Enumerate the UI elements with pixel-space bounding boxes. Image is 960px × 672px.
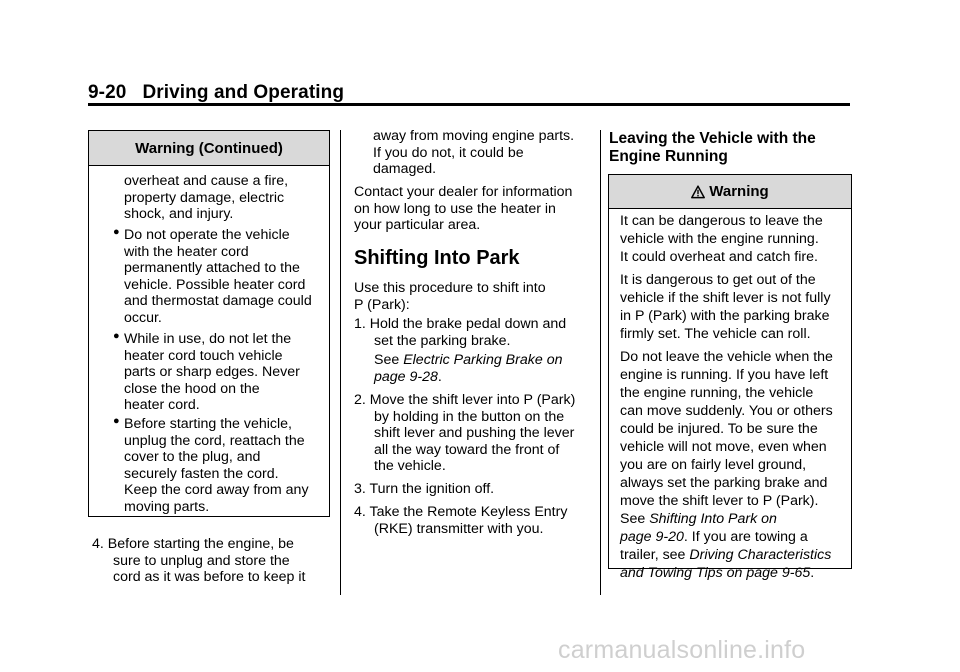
warning-line: firmly set. The vehicle can roll. xyxy=(620,326,811,342)
step-line: damaged. xyxy=(373,161,437,177)
warning-line: engine is running. If you have left xyxy=(620,367,829,383)
bullet-line: and thermostat damage could xyxy=(124,293,312,309)
warning-line: Do not leave the vehicle when the xyxy=(620,349,833,365)
watermark: carmanualsonline.info xyxy=(558,636,806,664)
bullet-icon: ● xyxy=(113,226,120,238)
bullet-icon: ● xyxy=(113,415,120,427)
see-reference xyxy=(374,352,562,369)
step-line: If you do not, it could be xyxy=(373,144,524,161)
section-heading: Shifting Into Park xyxy=(354,247,520,269)
punctuation: . xyxy=(437,368,442,385)
bullet-icon: ● xyxy=(113,330,120,342)
step-line: 4. Before starting the engine, be xyxy=(92,536,294,552)
warning-line: vehicle will not move, even when xyxy=(620,439,827,455)
see-reference xyxy=(620,565,814,582)
see-reference xyxy=(374,369,442,386)
step-line: cord as it was before to keep it xyxy=(113,569,306,585)
see-word: See xyxy=(620,511,650,527)
bullet-line: cover to the plug, and xyxy=(124,449,261,465)
page-number: 9-20 xyxy=(88,82,127,103)
see-word: See xyxy=(374,352,404,368)
see-reference xyxy=(620,547,831,564)
bullet-line: securely fasten the cord. xyxy=(124,465,279,482)
cross-reference-link[interactable]: Shifting Into Park on xyxy=(649,511,777,527)
cross-reference-link[interactable]: Electric Parking Brake on xyxy=(403,352,563,368)
header-rule xyxy=(88,103,850,106)
page-header xyxy=(88,82,344,104)
warning-header xyxy=(609,175,851,209)
bullet-line: Before starting the vehicle, xyxy=(124,416,292,432)
subsection-heading: Engine Running xyxy=(609,148,728,165)
bullet-line: unplug the cord, reattach the xyxy=(124,432,305,449)
punctuation: . xyxy=(810,565,815,581)
warning-triangle-icon xyxy=(691,185,705,199)
bullet-line: permanently attached to the xyxy=(124,260,300,276)
column-divider-right xyxy=(600,130,601,595)
cross-reference-link[interactable]: page 9-28 xyxy=(374,368,438,385)
body-text: . If you are towing a xyxy=(683,529,808,545)
warning-line: move the shift lever to P (Park). xyxy=(620,493,819,509)
warning-line: overheat and cause a fire, xyxy=(124,173,289,189)
bullet-line: heater cord. xyxy=(124,397,200,413)
warning-line: in P (Park) with the parking brake xyxy=(620,308,830,324)
cross-reference-link[interactable]: page 9-20 xyxy=(620,529,684,545)
step-line: by holding in the button on the xyxy=(374,408,565,425)
warning-title: Warning (Continued) xyxy=(89,131,329,166)
step-line: 4. Take the Remote Keyless Entry xyxy=(354,504,568,520)
step-line: 3. Turn the ignition off. xyxy=(354,481,495,497)
body-line: Contact your dealer for information xyxy=(354,184,573,200)
warning-line: property damage, electric xyxy=(124,189,285,206)
subsection-heading: Leaving the Vehicle with the xyxy=(609,130,816,147)
body-line: on how long to use the heater in xyxy=(354,200,556,217)
body-text: trailer, see xyxy=(620,547,690,563)
step-line: (RKE) transmitter with you. xyxy=(374,520,544,537)
bullet-line: close the hood on the xyxy=(124,380,260,397)
warning-line: could be injured. To be sure the xyxy=(620,421,818,437)
bullet-line: occur. xyxy=(124,309,162,326)
see-reference xyxy=(620,511,777,528)
warning-line: you are on fairly level ground, xyxy=(620,457,807,473)
bullet-line: parts or sharp edges. Never xyxy=(124,364,300,380)
warning-line: It is dangerous to get out of the xyxy=(620,272,816,288)
body-line: Use this procedure to shift into xyxy=(354,280,546,296)
see-reference xyxy=(620,529,808,546)
step-line: set the parking brake. xyxy=(374,332,511,349)
step-line: all the way toward the front of xyxy=(374,441,560,458)
warning-line: shock, and injury. xyxy=(124,206,234,222)
column-divider-left xyxy=(340,130,341,595)
warning-line: the engine running, the vehicle xyxy=(620,385,814,401)
bullet-line: moving parts. xyxy=(124,498,210,515)
body-line: your particular area. xyxy=(354,217,481,233)
warning-title: Warning xyxy=(709,183,769,200)
bullet-line: with the heater cord xyxy=(124,243,249,260)
bullet-line: vehicle. Possible heater cord xyxy=(124,276,306,293)
bullet-line: Do not operate the vehicle xyxy=(124,227,290,243)
step-line: away from moving engine parts. xyxy=(373,128,575,144)
warning-line: It could overheat and catch fire. xyxy=(620,249,818,265)
warning-line: can move suddenly. You or others xyxy=(620,403,833,419)
warning-line: vehicle with the engine running. xyxy=(620,231,819,247)
bullet-line: While in use, do not let the xyxy=(124,331,292,347)
step-line: 2. Move the shift lever into P (Park) xyxy=(354,392,576,408)
warning-line: vehicle if the shift lever is not fully xyxy=(620,290,831,306)
step-line: 1. Hold the brake pedal down and xyxy=(354,316,567,332)
bullet-line: heater cord touch vehicle xyxy=(124,347,283,364)
step-line: the vehicle. xyxy=(374,458,446,474)
step-line: sure to unplug and store the xyxy=(113,552,290,569)
warning-line: always set the parking brake and xyxy=(620,475,828,491)
step-line: shift lever and pushing the lever xyxy=(374,425,575,441)
cross-reference-link[interactable]: and Towing Tips on page 9-65 xyxy=(620,565,811,581)
body-line: P (Park): xyxy=(354,296,410,313)
warning-line: It can be dangerous to leave the xyxy=(620,213,823,229)
bullet-line: Keep the cord away from any xyxy=(124,482,309,498)
cross-reference-link[interactable]: Driving Characteristics xyxy=(689,547,832,563)
section-title: Driving and Operating xyxy=(142,82,345,103)
